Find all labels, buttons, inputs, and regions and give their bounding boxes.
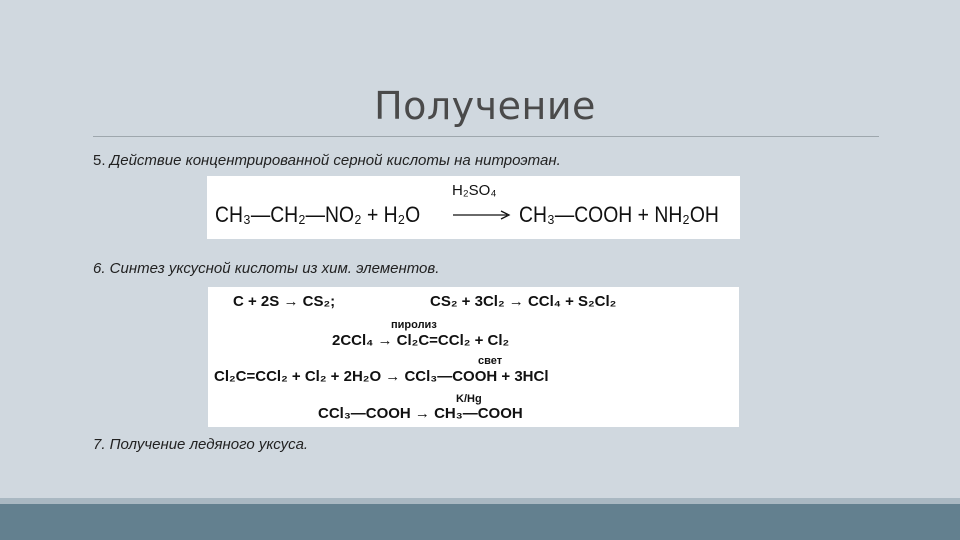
equation-2-line4: CCl₃—COOH → CH₃—COOH: [318, 405, 523, 422]
equation-1-box: [207, 176, 740, 239]
equation-2-line3-label: свет: [478, 355, 503, 367]
paragraph-6-text: 6. Синтез уксусной кислоты из хим. элементов.: [93, 260, 440, 277]
paragraph-6: [93, 260, 439, 277]
equation-2-box: [208, 287, 739, 427]
paragraph-7: [93, 436, 308, 453]
paragraph-5: [93, 152, 561, 169]
paragraph-5-text: Действие концентрированной серной кислоты на нитроэтан.: [109, 152, 561, 169]
slide-title: Получение: [374, 84, 596, 128]
equation-2-line2-label: пиролиз: [391, 319, 437, 331]
paragraph-5-number: 5.: [93, 152, 106, 169]
equation-2-line1a: C + 2S → CS₂;: [233, 293, 336, 310]
equation-1-arrow: [451, 208, 513, 222]
equation-2-line1b: CS₂ + 3Cl₂ → CCl₄ + S₂Cl₂: [430, 293, 617, 310]
footer-bar: [0, 504, 960, 540]
equation-2-line4-label: K/Hg: [456, 393, 482, 405]
equation-1-reactants: CH₃—CH₂—NO₂ + H₂O: [215, 202, 421, 227]
paragraph-7-text: 7. Получение ледяного уксуса.: [93, 436, 309, 453]
title-divider: [93, 136, 879, 137]
equation-2-line3: Cl₂C=CCl₂ + Cl₂ + 2H₂O → CCl₃—COOH + 3HCl: [214, 368, 549, 385]
equation-1-catalyst: H₂SO₄: [452, 182, 497, 199]
equation-2-line2: 2CCl₄ → Cl₂C=CCl₂ + Cl₂: [332, 332, 510, 349]
equation-1-products: CH₃—COOH + NH₂OH: [519, 202, 719, 227]
